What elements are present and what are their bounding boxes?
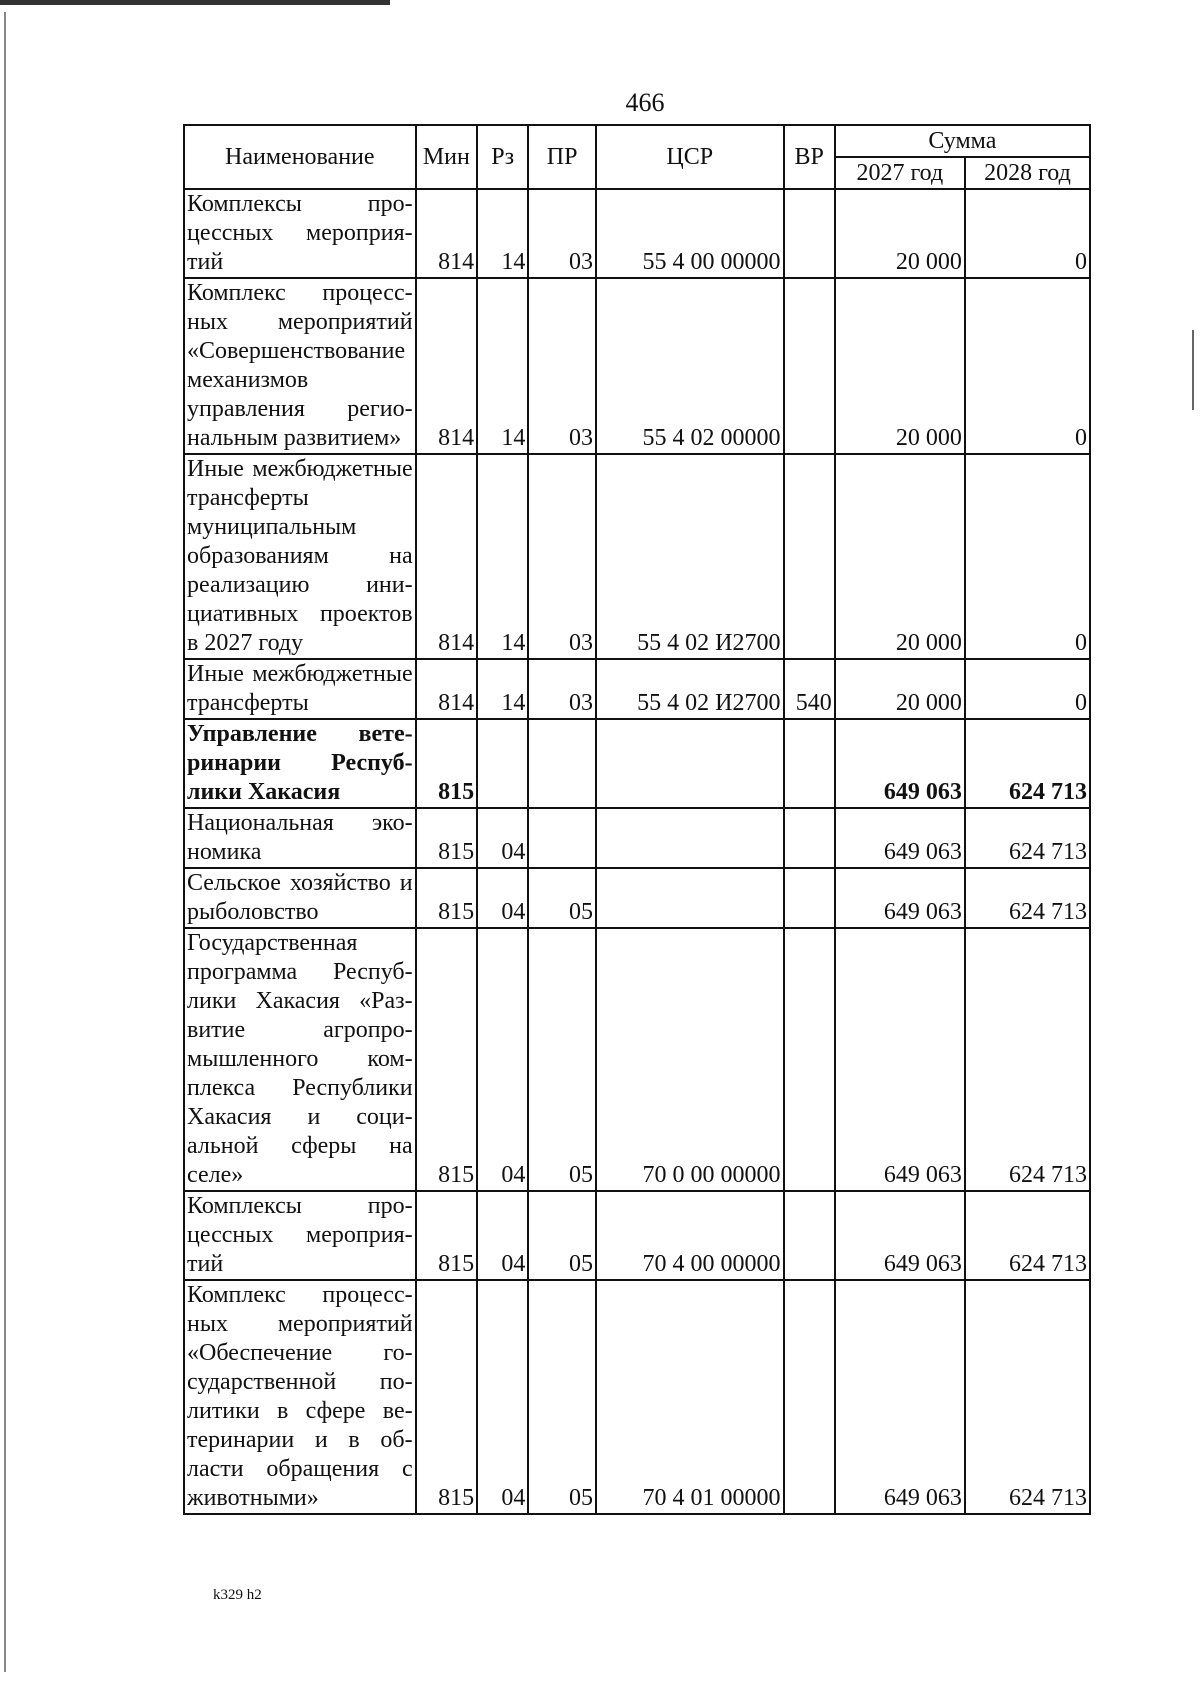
row-rz: 14 (477, 278, 528, 454)
budget-table (183, 124, 1091, 1515)
row-rz: 14 (477, 189, 528, 278)
table-row (184, 278, 1090, 454)
row-pr: 03 (528, 659, 596, 719)
row-csr (596, 808, 784, 868)
header-csr: ЦСР (596, 125, 784, 189)
row-vr (784, 454, 835, 659)
row-rz: 04 (477, 808, 528, 868)
table-body (184, 189, 1090, 1514)
row-name: Комплекс процессных мероприятий «Совершенствование механизмов управления региональным развитием» (184, 278, 416, 454)
scan-edge-top (0, 0, 390, 5)
row-csr (596, 868, 784, 928)
row-csr: 55 4 02 00000 (596, 278, 784, 454)
header-min: Мин (416, 125, 477, 189)
row-min: 814 (416, 454, 477, 659)
header-year-2027: 2027 год (835, 157, 965, 189)
row-pr (528, 808, 596, 868)
row-sum-2028: 0 (965, 659, 1090, 719)
row-csr: 70 4 01 00000 (596, 1280, 784, 1514)
row-pr: 05 (528, 1191, 596, 1280)
page-number: 466 (625, 88, 665, 117)
row-pr (528, 719, 596, 808)
row-sum-2027: 20 000 (835, 454, 965, 659)
row-min: 815 (416, 808, 477, 868)
row-sum-2027: 649 063 (835, 868, 965, 928)
row-sum-2028: 0 (965, 189, 1090, 278)
row-rz: 14 (477, 659, 528, 719)
row-rz: 04 (477, 1280, 528, 1514)
row-min: 815 (416, 1191, 477, 1280)
row-csr: 55 4 00 00000 (596, 189, 784, 278)
row-name: Иные межбюджетные трансферты (184, 659, 416, 719)
row-sum-2027: 649 063 (835, 808, 965, 868)
row-pr: 03 (528, 189, 596, 278)
row-vr (784, 278, 835, 454)
row-name: Управление ветеринарии Республики Хакасия (184, 719, 416, 808)
row-sum-2027: 649 063 (835, 928, 965, 1191)
row-pr: 05 (528, 928, 596, 1191)
table-row (184, 659, 1090, 719)
row-vr (784, 719, 835, 808)
row-vr (784, 1280, 835, 1514)
row-sum-2028: 0 (965, 454, 1090, 659)
table-row (184, 454, 1090, 659)
row-csr: 55 4 02 И2700 (596, 454, 784, 659)
row-min: 814 (416, 189, 477, 278)
row-sum-2027: 649 063 (835, 719, 965, 808)
row-sum-2027: 20 000 (835, 659, 965, 719)
table-row (184, 928, 1090, 1191)
row-vr: 540 (784, 659, 835, 719)
row-vr (784, 868, 835, 928)
scan-edge-right (1192, 330, 1194, 410)
row-min: 814 (416, 278, 477, 454)
table-row (184, 1191, 1090, 1280)
row-sum-2028: 0 (965, 278, 1090, 454)
row-sum-2027: 649 063 (835, 1280, 965, 1514)
row-rz: 04 (477, 868, 528, 928)
row-name: Иные межбюджетные трансферты муниципальным образованиям на реализацию инициативных проектов в 2027 году (184, 454, 416, 659)
row-sum-2027: 20 000 (835, 278, 965, 454)
header-rz: Рз (477, 125, 528, 189)
row-sum-2028: 624 713 (965, 928, 1090, 1191)
header-pr: ПР (528, 125, 596, 189)
row-name: Комплексы процессных мероприятий (184, 189, 416, 278)
row-name: Сельское хозяйство и рыболовство (184, 868, 416, 928)
row-pr: 03 (528, 278, 596, 454)
row-name: Национальная экономика (184, 808, 416, 868)
row-sum-2028: 624 713 (965, 808, 1090, 868)
row-csr: 70 4 00 00000 (596, 1191, 784, 1280)
header-vr: ВР (784, 125, 835, 189)
table-row (184, 1280, 1090, 1514)
row-min: 815 (416, 928, 477, 1191)
table-row (184, 189, 1090, 278)
row-min: 815 (416, 719, 477, 808)
header-year-2028: 2028 год (965, 157, 1090, 189)
row-sum-2028: 624 713 (965, 1280, 1090, 1514)
row-vr (784, 808, 835, 868)
row-vr (784, 189, 835, 278)
row-rz: 04 (477, 928, 528, 1191)
table-header (184, 125, 1090, 189)
row-sum-2027: 20 000 (835, 189, 965, 278)
row-csr (596, 719, 784, 808)
table-row (184, 719, 1090, 808)
row-sum-2027: 649 063 (835, 1191, 965, 1280)
row-name: Комплексы процессных мероприятий (184, 1191, 416, 1280)
footer-code: k329 h2 (213, 1587, 262, 1603)
row-vr (784, 928, 835, 1191)
row-rz: 04 (477, 1191, 528, 1280)
row-sum-2028: 624 713 (965, 719, 1090, 808)
row-pr: 05 (528, 1280, 596, 1514)
row-min: 815 (416, 1280, 477, 1514)
row-name: Комплекс процессных мероприятий «Обеспечение государственной политики в сфере ветеринарии и в области обращения с животными» (184, 1280, 416, 1514)
row-pr: 03 (528, 454, 596, 659)
row-name: Государственная программа Республики Хакасия «Развитие агропромышленного комплекса Республики Хакасия и социальной сферы на селе» (184, 928, 416, 1191)
scan-edge-left (4, 12, 6, 1672)
row-pr: 05 (528, 868, 596, 928)
header-sum: Сумма (835, 125, 1090, 157)
row-min: 814 (416, 659, 477, 719)
row-min: 815 (416, 868, 477, 928)
row-sum-2028: 624 713 (965, 1191, 1090, 1280)
table-row (184, 808, 1090, 868)
header-name: Наименование (184, 125, 416, 189)
row-csr: 55 4 02 И2700 (596, 659, 784, 719)
row-csr: 70 0 00 00000 (596, 928, 784, 1191)
row-vr (784, 1191, 835, 1280)
table-row (184, 868, 1090, 928)
row-rz: 14 (477, 454, 528, 659)
row-rz (477, 719, 528, 808)
row-sum-2028: 624 713 (965, 868, 1090, 928)
